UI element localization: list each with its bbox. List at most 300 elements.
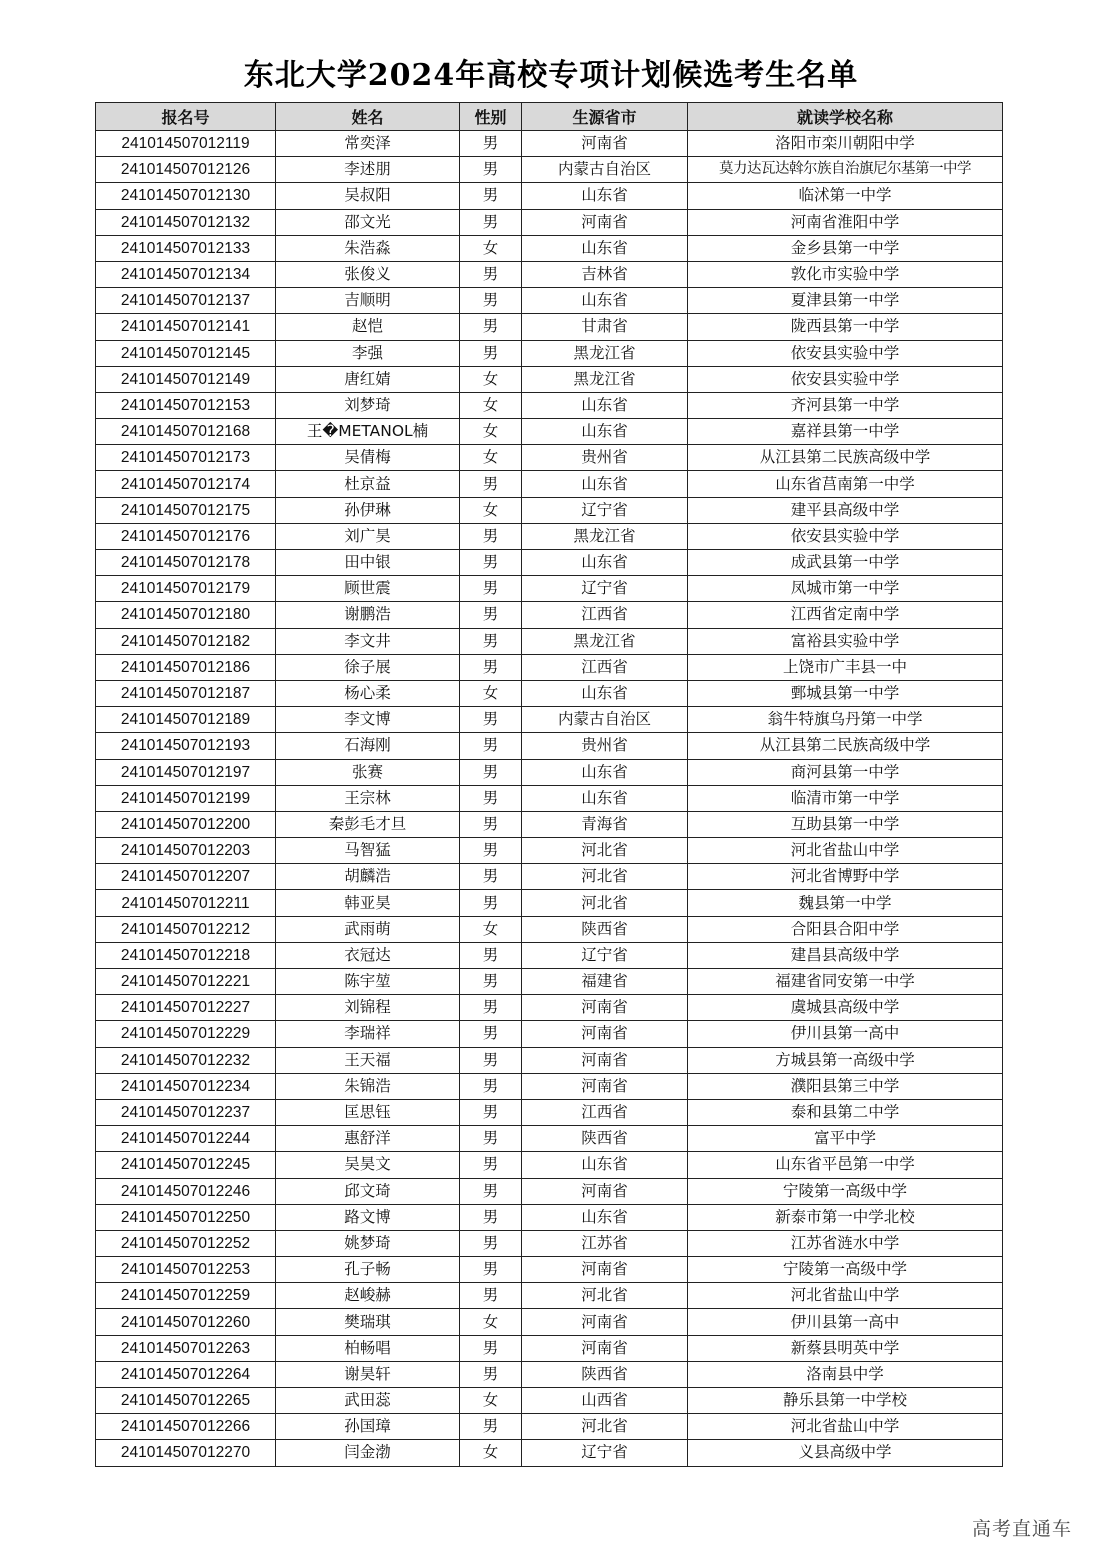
school-cell: 敦化市实验中学 <box>688 261 1003 287</box>
name-cell: 匡思钰 <box>276 1099 460 1125</box>
gender-cell: 男 <box>460 733 522 759</box>
school-cell: 宁陵第一高级中学 <box>688 1257 1003 1283</box>
table-row <box>96 1152 1003 1178</box>
gender-cell: 男 <box>460 1361 522 1387</box>
school-cell: 泰和县第二中学 <box>688 1099 1003 1125</box>
name-cell: 惠舒洋 <box>276 1126 460 1152</box>
school-cell: 鄄城县第一中学 <box>688 680 1003 706</box>
province-cell: 河南省 <box>522 1335 688 1361</box>
province-cell: 贵州省 <box>522 445 688 471</box>
table-row <box>96 1021 1003 1047</box>
registration-number-cell: 241014507012182 <box>96 628 276 654</box>
table-row <box>96 183 1003 209</box>
registration-number-cell: 241014507012132 <box>96 209 276 235</box>
gender-cell: 女 <box>460 235 522 261</box>
name-cell: 邵文光 <box>276 209 460 235</box>
table-row <box>96 628 1003 654</box>
school-cell: 濮阳县第三中学 <box>688 1073 1003 1099</box>
gender-cell: 男 <box>460 131 522 157</box>
registration-number-cell: 241014507012211 <box>96 890 276 916</box>
province-cell: 山东省 <box>522 288 688 314</box>
gender-cell: 男 <box>460 602 522 628</box>
province-cell: 河南省 <box>522 209 688 235</box>
table-row <box>96 1309 1003 1335</box>
gender-cell: 男 <box>460 1204 522 1230</box>
registration-number-cell: 241014507012133 <box>96 235 276 261</box>
table-row <box>96 1440 1003 1466</box>
table-row <box>96 890 1003 916</box>
table-row <box>96 471 1003 497</box>
registration-number-cell: 241014507012259 <box>96 1283 276 1309</box>
school-cell: 建平县高级中学 <box>688 497 1003 523</box>
registration-number-cell: 241014507012199 <box>96 785 276 811</box>
name-cell: 武雨萌 <box>276 916 460 942</box>
registration-number-cell: 241014507012137 <box>96 288 276 314</box>
name-cell: 谢昊轩 <box>276 1361 460 1387</box>
school-cell: 义县高级中学 <box>688 1440 1003 1466</box>
gender-cell: 男 <box>460 1178 522 1204</box>
table-row <box>96 235 1003 261</box>
table-row <box>96 1230 1003 1256</box>
registration-number-cell: 241014507012173 <box>96 445 276 471</box>
registration-number-cell: 241014507012174 <box>96 471 276 497</box>
school-cell: 上饶市广丰县一中 <box>688 654 1003 680</box>
registration-number-cell: 241014507012176 <box>96 523 276 549</box>
province-cell: 山东省 <box>522 183 688 209</box>
name-cell: 谢鹏浩 <box>276 602 460 628</box>
gender-cell: 男 <box>460 157 522 183</box>
school-cell: 伊川县第一高中 <box>688 1021 1003 1047</box>
name-cell: 路文博 <box>276 1204 460 1230</box>
school-cell: 河北省博野中学 <box>688 864 1003 890</box>
registration-number-cell: 241014507012149 <box>96 366 276 392</box>
table-row <box>96 733 1003 759</box>
name-cell: 刘广昊 <box>276 523 460 549</box>
gender-cell: 男 <box>460 1257 522 1283</box>
province-cell: 江西省 <box>522 1099 688 1125</box>
registration-number-cell: 241014507012145 <box>96 340 276 366</box>
table-row <box>96 707 1003 733</box>
registration-number-cell: 241014507012203 <box>96 838 276 864</box>
name-cell: 朱浩淼 <box>276 235 460 261</box>
gender-cell: 女 <box>460 497 522 523</box>
registration-number-cell: 241014507012245 <box>96 1152 276 1178</box>
table-row <box>96 419 1003 445</box>
name-cell: 唐红婧 <box>276 366 460 392</box>
name-cell: 吴倩梅 <box>276 445 460 471</box>
school-cell: 江西省定南中学 <box>688 602 1003 628</box>
gender-cell: 女 <box>460 445 522 471</box>
school-cell: 临清市第一中学 <box>688 785 1003 811</box>
province-cell: 辽宁省 <box>522 942 688 968</box>
name-cell: 樊瑞琪 <box>276 1309 460 1335</box>
school-cell: 夏津县第一中学 <box>688 288 1003 314</box>
province-cell: 山东省 <box>522 1204 688 1230</box>
school-cell: 建昌县高级中学 <box>688 942 1003 968</box>
table-row <box>96 602 1003 628</box>
province-cell: 江西省 <box>522 654 688 680</box>
registration-number-cell: 241014507012237 <box>96 1099 276 1125</box>
registration-number-cell: 241014507012193 <box>96 733 276 759</box>
province-cell: 陕西省 <box>522 1361 688 1387</box>
school-cell: 金乡县第一中学 <box>688 235 1003 261</box>
header-province: 生源省市 <box>522 103 688 131</box>
gender-cell: 男 <box>460 1283 522 1309</box>
school-cell: 翁牛特旗乌丹第一中学 <box>688 707 1003 733</box>
school-cell: 齐河县第一中学 <box>688 392 1003 418</box>
province-cell: 山东省 <box>522 759 688 785</box>
header-school: 就读学校名称 <box>688 103 1003 131</box>
registration-number-cell: 241014507012189 <box>96 707 276 733</box>
registration-number-cell: 241014507012266 <box>96 1414 276 1440</box>
registration-number-cell: 241014507012218 <box>96 942 276 968</box>
province-cell: 河南省 <box>522 1257 688 1283</box>
gender-cell: 女 <box>460 680 522 706</box>
school-cell: 依安县实验中学 <box>688 523 1003 549</box>
table-row <box>96 654 1003 680</box>
gender-cell: 男 <box>460 890 522 916</box>
table-row <box>96 392 1003 418</box>
table-row <box>96 1257 1003 1283</box>
province-cell: 江苏省 <box>522 1230 688 1256</box>
watermark: 高考直通车 <box>971 1518 1072 1540</box>
school-cell: 河北省盐山中学 <box>688 1283 1003 1309</box>
school-cell: 合阳县合阳中学 <box>688 916 1003 942</box>
gender-cell: 男 <box>460 969 522 995</box>
name-cell: 刘锦程 <box>276 995 460 1021</box>
name-cell: 衣冠达 <box>276 942 460 968</box>
gender-cell: 男 <box>460 811 522 837</box>
province-cell: 山东省 <box>522 1152 688 1178</box>
gender-cell: 男 <box>460 209 522 235</box>
gender-cell: 女 <box>460 366 522 392</box>
province-cell: 辽宁省 <box>522 497 688 523</box>
name-cell: 张赛 <box>276 759 460 785</box>
name-cell: 李文博 <box>276 707 460 733</box>
school-cell: 河南省淮阳中学 <box>688 209 1003 235</box>
gender-cell: 女 <box>460 419 522 445</box>
name-cell: 顾世震 <box>276 576 460 602</box>
province-cell: 河南省 <box>522 1178 688 1204</box>
school-cell: 洛南县中学 <box>688 1361 1003 1387</box>
school-cell: 魏县第一中学 <box>688 890 1003 916</box>
school-cell: 山东省平邑第一中学 <box>688 1152 1003 1178</box>
registration-number-cell: 241014507012246 <box>96 1178 276 1204</box>
candidate-table <box>95 102 1003 1467</box>
table-row <box>96 759 1003 785</box>
name-cell: 朱锦浩 <box>276 1073 460 1099</box>
name-cell: 徐子展 <box>276 654 460 680</box>
table-row <box>96 1283 1003 1309</box>
table-row <box>96 1126 1003 1152</box>
name-cell: 胡麟浩 <box>276 864 460 890</box>
registration-number-cell: 241014507012175 <box>96 497 276 523</box>
province-cell: 山东省 <box>522 550 688 576</box>
gender-cell: 男 <box>460 628 522 654</box>
school-cell: 成武县第一中学 <box>688 550 1003 576</box>
province-cell: 河南省 <box>522 1021 688 1047</box>
province-cell: 吉林省 <box>522 261 688 287</box>
province-cell: 河南省 <box>522 1073 688 1099</box>
gender-cell: 女 <box>460 916 522 942</box>
page-title: 东北大学2024年高校专项计划候选考生名单 <box>243 58 859 93</box>
gender-cell: 男 <box>460 707 522 733</box>
province-cell: 青海省 <box>522 811 688 837</box>
name-cell: 石海刚 <box>276 733 460 759</box>
name-cell: 李强 <box>276 340 460 366</box>
province-cell: 山东省 <box>522 419 688 445</box>
name-cell: 刘梦琦 <box>276 392 460 418</box>
name-cell: 姚梦琦 <box>276 1230 460 1256</box>
gender-cell: 男 <box>460 261 522 287</box>
table-body <box>96 131 1003 1467</box>
table-row <box>96 314 1003 340</box>
province-cell: 陕西省 <box>522 1126 688 1152</box>
table-row <box>96 157 1003 183</box>
gender-cell: 男 <box>460 1047 522 1073</box>
registration-number-cell: 241014507012179 <box>96 576 276 602</box>
name-cell: 马智猛 <box>276 838 460 864</box>
name-cell: 韩亚昊 <box>276 890 460 916</box>
registration-number-cell: 241014507012200 <box>96 811 276 837</box>
school-cell: 洛阳市栾川朝阳中学 <box>688 131 1003 157</box>
school-cell: 河北省盐山中学 <box>688 1414 1003 1440</box>
gender-cell: 男 <box>460 183 522 209</box>
province-cell: 河南省 <box>522 1047 688 1073</box>
header-gender: 性别 <box>460 103 522 131</box>
registration-number-cell: 241014507012168 <box>96 419 276 445</box>
school-cell: 富裕县实验中学 <box>688 628 1003 654</box>
registration-number-cell: 241014507012197 <box>96 759 276 785</box>
school-cell: 莫力达瓦达斡尔族自治旗尼尔基第一中学 <box>688 157 1003 183</box>
school-cell: 富平中学 <box>688 1126 1003 1152</box>
school-cell: 河北省盐山中学 <box>688 838 1003 864</box>
gender-cell: 女 <box>460 392 522 418</box>
name-cell: 闫金渤 <box>276 1440 460 1466</box>
table-row <box>96 838 1003 864</box>
gender-cell: 男 <box>460 314 522 340</box>
name-cell: 常奕泽 <box>276 131 460 157</box>
province-cell: 山东省 <box>522 680 688 706</box>
school-cell: 静乐县第一中学校 <box>688 1388 1003 1414</box>
province-cell: 辽宁省 <box>522 576 688 602</box>
table-row <box>96 995 1003 1021</box>
table-row <box>96 1335 1003 1361</box>
province-cell: 山东省 <box>522 471 688 497</box>
school-cell: 新泰市第一中学北校 <box>688 1204 1003 1230</box>
gender-cell: 男 <box>460 1073 522 1099</box>
province-cell: 河北省 <box>522 890 688 916</box>
name-cell: 邱文琦 <box>276 1178 460 1204</box>
province-cell: 河南省 <box>522 131 688 157</box>
gender-cell: 女 <box>460 1309 522 1335</box>
gender-cell: 男 <box>460 576 522 602</box>
province-cell: 江西省 <box>522 602 688 628</box>
name-cell: 赵恺 <box>276 314 460 340</box>
table-header-row <box>96 103 1003 131</box>
name-cell: 吴昊文 <box>276 1152 460 1178</box>
gender-cell: 男 <box>460 838 522 864</box>
table-row <box>96 680 1003 706</box>
registration-number-cell: 241014507012186 <box>96 654 276 680</box>
school-cell: 陇西县第一中学 <box>688 314 1003 340</box>
province-cell: 山东省 <box>522 235 688 261</box>
table-row <box>96 340 1003 366</box>
province-cell: 陕西省 <box>522 916 688 942</box>
name-cell: 张俊义 <box>276 261 460 287</box>
province-cell: 黑龙江省 <box>522 523 688 549</box>
gender-cell: 男 <box>460 471 522 497</box>
registration-number-cell: 241014507012221 <box>96 969 276 995</box>
school-cell: 商河县第一中学 <box>688 759 1003 785</box>
school-cell: 宁陵第一高级中学 <box>688 1178 1003 1204</box>
gender-cell: 男 <box>460 654 522 680</box>
gender-cell: 男 <box>460 1126 522 1152</box>
gender-cell: 男 <box>460 1414 522 1440</box>
name-cell: 吴叔阳 <box>276 183 460 209</box>
registration-number-cell: 241014507012264 <box>96 1361 276 1387</box>
name-cell: 陈宇堃 <box>276 969 460 995</box>
table-row <box>96 209 1003 235</box>
school-cell: 临沭第一中学 <box>688 183 1003 209</box>
header-registration-number: 报名号 <box>96 103 276 131</box>
name-cell: 王�METANOL楠 <box>276 419 460 445</box>
province-cell: 黑龙江省 <box>522 366 688 392</box>
table-row <box>96 1178 1003 1204</box>
gender-cell: 男 <box>460 550 522 576</box>
registration-number-cell: 241014507012178 <box>96 550 276 576</box>
school-cell: 虞城县高级中学 <box>688 995 1003 1021</box>
registration-number-cell: 241014507012126 <box>96 157 276 183</box>
gender-cell: 男 <box>460 785 522 811</box>
name-cell: 王天福 <box>276 1047 460 1073</box>
province-cell: 甘肃省 <box>522 314 688 340</box>
name-cell: 田中银 <box>276 550 460 576</box>
registration-number-cell: 241014507012187 <box>96 680 276 706</box>
name-cell: 杨心柔 <box>276 680 460 706</box>
registration-number-cell: 241014507012229 <box>96 1021 276 1047</box>
school-cell: 依安县实验中学 <box>688 340 1003 366</box>
table-row <box>96 261 1003 287</box>
registration-number-cell: 241014507012119 <box>96 131 276 157</box>
province-cell: 山东省 <box>522 785 688 811</box>
province-cell: 河北省 <box>522 864 688 890</box>
province-cell: 黑龙江省 <box>522 628 688 654</box>
table-row <box>96 785 1003 811</box>
school-cell: 方城县第一高级中学 <box>688 1047 1003 1073</box>
name-cell: 秦彭毛才旦 <box>276 811 460 837</box>
registration-number-cell: 241014507012265 <box>96 1388 276 1414</box>
registration-number-cell: 241014507012227 <box>96 995 276 1021</box>
gender-cell: 男 <box>460 942 522 968</box>
name-cell: 孙伊琳 <box>276 497 460 523</box>
registration-number-cell: 241014507012253 <box>96 1257 276 1283</box>
school-cell: 福建省同安第一中学 <box>688 969 1003 995</box>
province-cell: 河北省 <box>522 1414 688 1440</box>
table-row <box>96 288 1003 314</box>
gender-cell: 男 <box>460 340 522 366</box>
province-cell: 河南省 <box>522 1309 688 1335</box>
registration-number-cell: 241014507012130 <box>96 183 276 209</box>
table-row <box>96 916 1003 942</box>
table-row <box>96 1073 1003 1099</box>
table-row <box>96 497 1003 523</box>
province-cell: 内蒙古自治区 <box>522 157 688 183</box>
school-cell: 江苏省涟水中学 <box>688 1230 1003 1256</box>
table-row <box>96 550 1003 576</box>
registration-number-cell: 241014507012244 <box>96 1126 276 1152</box>
gender-cell: 男 <box>460 1152 522 1178</box>
province-cell: 内蒙古自治区 <box>522 707 688 733</box>
gender-cell: 男 <box>460 1230 522 1256</box>
province-cell: 贵州省 <box>522 733 688 759</box>
gender-cell: 男 <box>460 995 522 1021</box>
table-row <box>96 942 1003 968</box>
registration-number-cell: 241014507012263 <box>96 1335 276 1361</box>
name-cell: 杜京益 <box>276 471 460 497</box>
school-cell: 凤城市第一中学 <box>688 576 1003 602</box>
header-name: 姓名 <box>276 103 460 131</box>
school-cell: 嘉祥县第一中学 <box>688 419 1003 445</box>
gender-cell: 男 <box>460 759 522 785</box>
province-cell: 山东省 <box>522 392 688 418</box>
gender-cell: 男 <box>460 1335 522 1361</box>
registration-number-cell: 241014507012232 <box>96 1047 276 1073</box>
province-cell: 山西省 <box>522 1388 688 1414</box>
registration-number-cell: 241014507012270 <box>96 1440 276 1466</box>
gender-cell: 女 <box>460 1388 522 1414</box>
registration-number-cell: 241014507012252 <box>96 1230 276 1256</box>
province-cell: 辽宁省 <box>522 1440 688 1466</box>
table-row <box>96 969 1003 995</box>
name-cell: 李瑞祥 <box>276 1021 460 1047</box>
school-cell: 伊川县第一高中 <box>688 1309 1003 1335</box>
name-cell: 吉顺明 <box>276 288 460 314</box>
school-cell: 山东省莒南第一中学 <box>688 471 1003 497</box>
province-cell: 河北省 <box>522 838 688 864</box>
gender-cell: 男 <box>460 1099 522 1125</box>
gender-cell: 男 <box>460 288 522 314</box>
name-cell: 李述朋 <box>276 157 460 183</box>
table-row <box>96 366 1003 392</box>
registration-number-cell: 241014507012134 <box>96 261 276 287</box>
table-row <box>96 576 1003 602</box>
name-cell: 李文井 <box>276 628 460 654</box>
name-cell: 孙国璋 <box>276 1414 460 1440</box>
province-cell: 河北省 <box>522 1283 688 1309</box>
registration-number-cell: 241014507012212 <box>96 916 276 942</box>
table-row <box>96 1099 1003 1125</box>
table-row <box>96 1414 1003 1440</box>
registration-number-cell: 241014507012153 <box>96 392 276 418</box>
table-row <box>96 1047 1003 1073</box>
table-row <box>96 131 1003 157</box>
registration-number-cell: 241014507012141 <box>96 314 276 340</box>
school-cell: 从江县第二民族高级中学 <box>688 733 1003 759</box>
province-cell: 河南省 <box>522 995 688 1021</box>
province-cell: 福建省 <box>522 969 688 995</box>
gender-cell: 女 <box>460 1440 522 1466</box>
gender-cell: 男 <box>460 523 522 549</box>
gender-cell: 男 <box>460 864 522 890</box>
name-cell: 柏畅唱 <box>276 1335 460 1361</box>
registration-number-cell: 241014507012250 <box>96 1204 276 1230</box>
province-cell: 黑龙江省 <box>522 340 688 366</box>
gender-cell: 男 <box>460 1021 522 1047</box>
school-cell: 新蔡县明英中学 <box>688 1335 1003 1361</box>
registration-number-cell: 241014507012207 <box>96 864 276 890</box>
table-row <box>96 1204 1003 1230</box>
